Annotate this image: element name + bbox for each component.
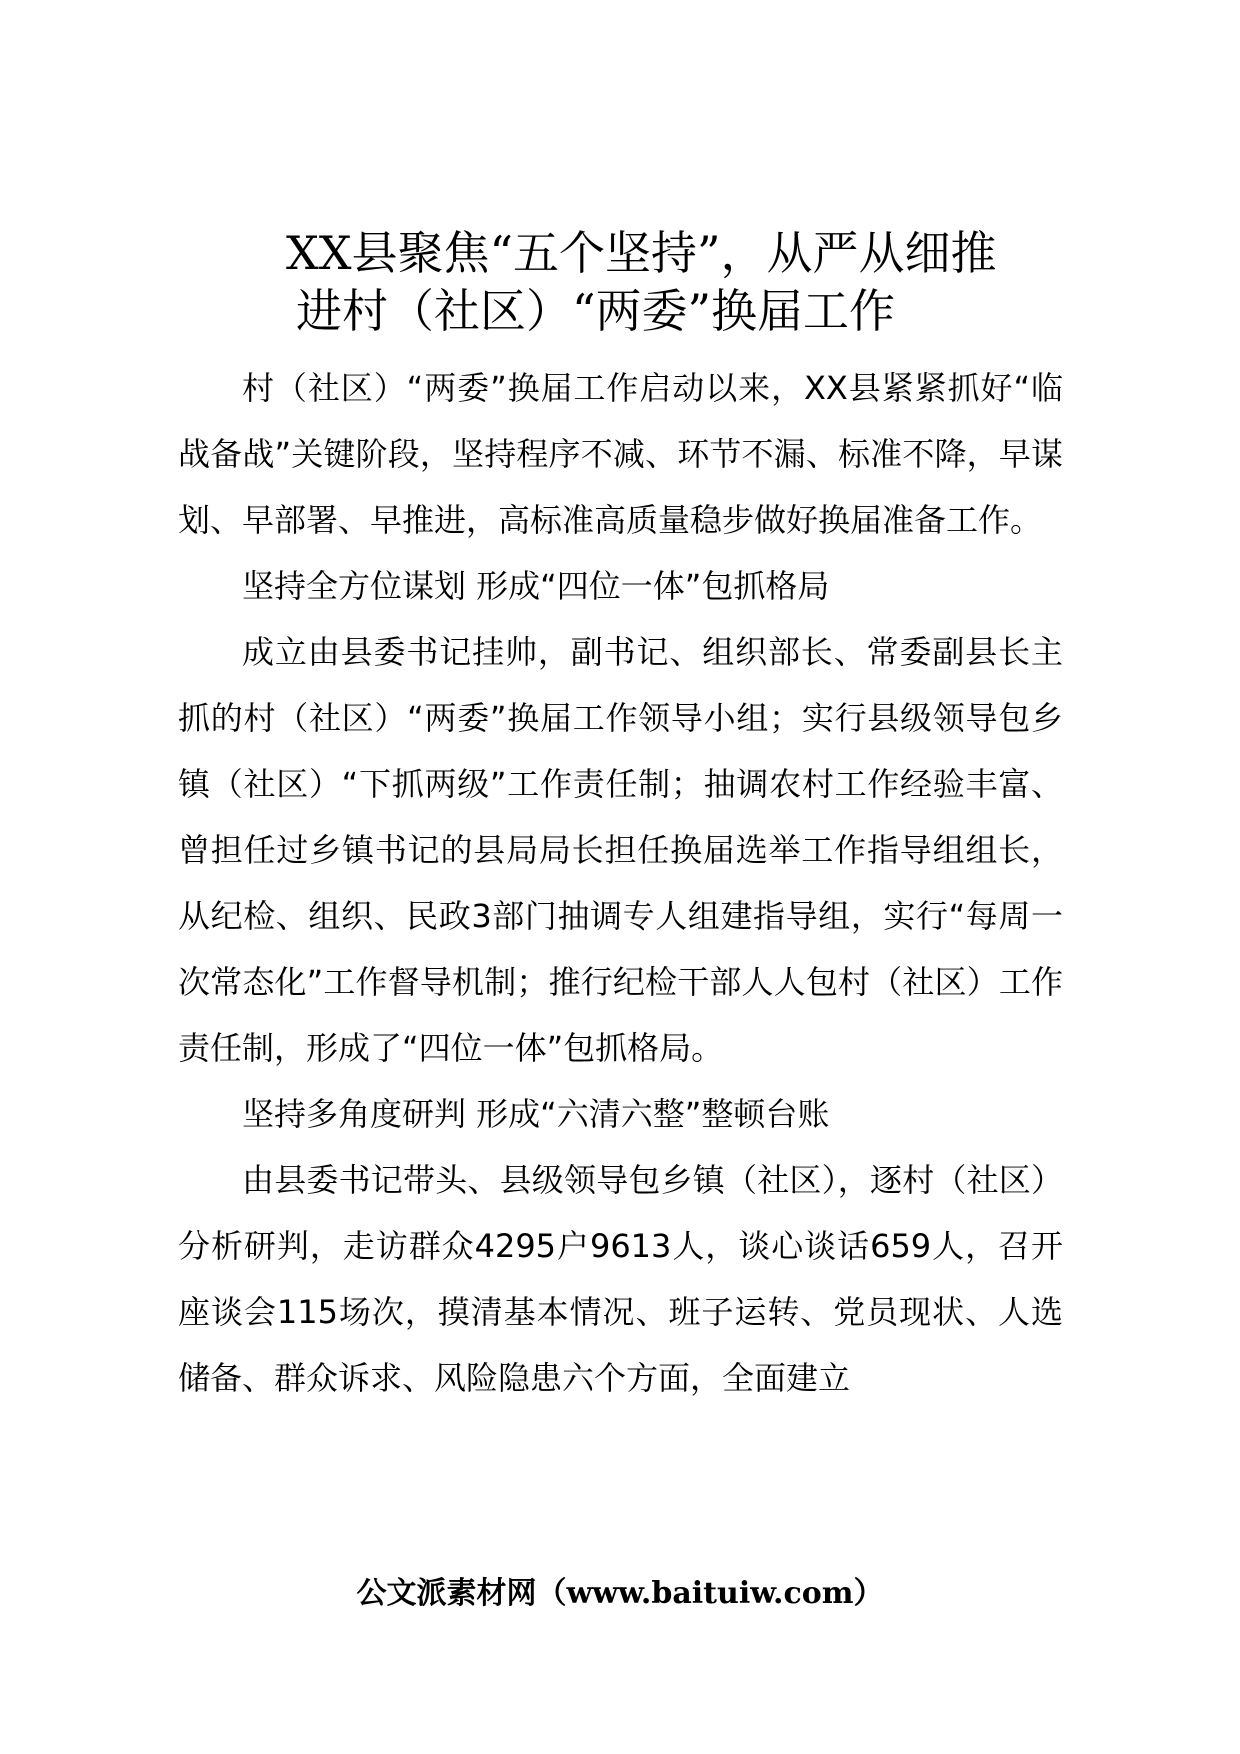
title-line-2: 进村（社区）“两委”换届工作 xyxy=(296,284,896,338)
section-heading-1: 坚持全方位谋划 形成“四位一体”包抓格局 xyxy=(242,567,830,605)
section-heading-2: 坚持多角度研判 形成“六清六整”整顿台账 xyxy=(242,1095,830,1133)
title-line-1: XX县聚焦“五个坚持”，从严从细推 xyxy=(286,226,997,280)
intro-paragraph: 村（社区）“两委”换届工作启动以来，XX县紧紧抓好“临战备战”关键阶段，坚持程序不减、环节不漏、标准不降，早谋划、早部署、早推进，高标准高质量稳步做好换届准备工作。 xyxy=(178,369,1063,539)
section-1-paragraph: 成立由县委书记挂帅，副书记、组织部长、常委副县长主抓的村（社区）“两委”换届工作领导小组；实行县级领导包乡镇（社区）“下抓两级”工作责任制；抽调农村工作经验丰富、曾担任过乡镇书记的县局局长担任换届选举工作指导组组长，从纪检、组织、民政3部门抽调专人组建指导组，实行“每周一次常态化”工作督导机制；推行纪检干部人人包村（社区）工作责任制，形成了“四位一体”包抓格局。 xyxy=(178,633,1063,1067)
document-body xyxy=(178,355,1063,1411)
watermark-footer: 公文派素材网（www.baituiw.com） xyxy=(356,1576,884,1611)
section-2-paragraph: 由县委书记带头、县级领导包乡镇（社区），逐村（社区）分析研判，走访群众4295户9613人，谈心谈话659人，召开座谈会115场次，摸清基本情况、班子运转、党员现状、人选储备、群众诉求、风险隐患六个方面，全面建立 xyxy=(178,1161,1063,1397)
document-title xyxy=(250,224,1110,340)
